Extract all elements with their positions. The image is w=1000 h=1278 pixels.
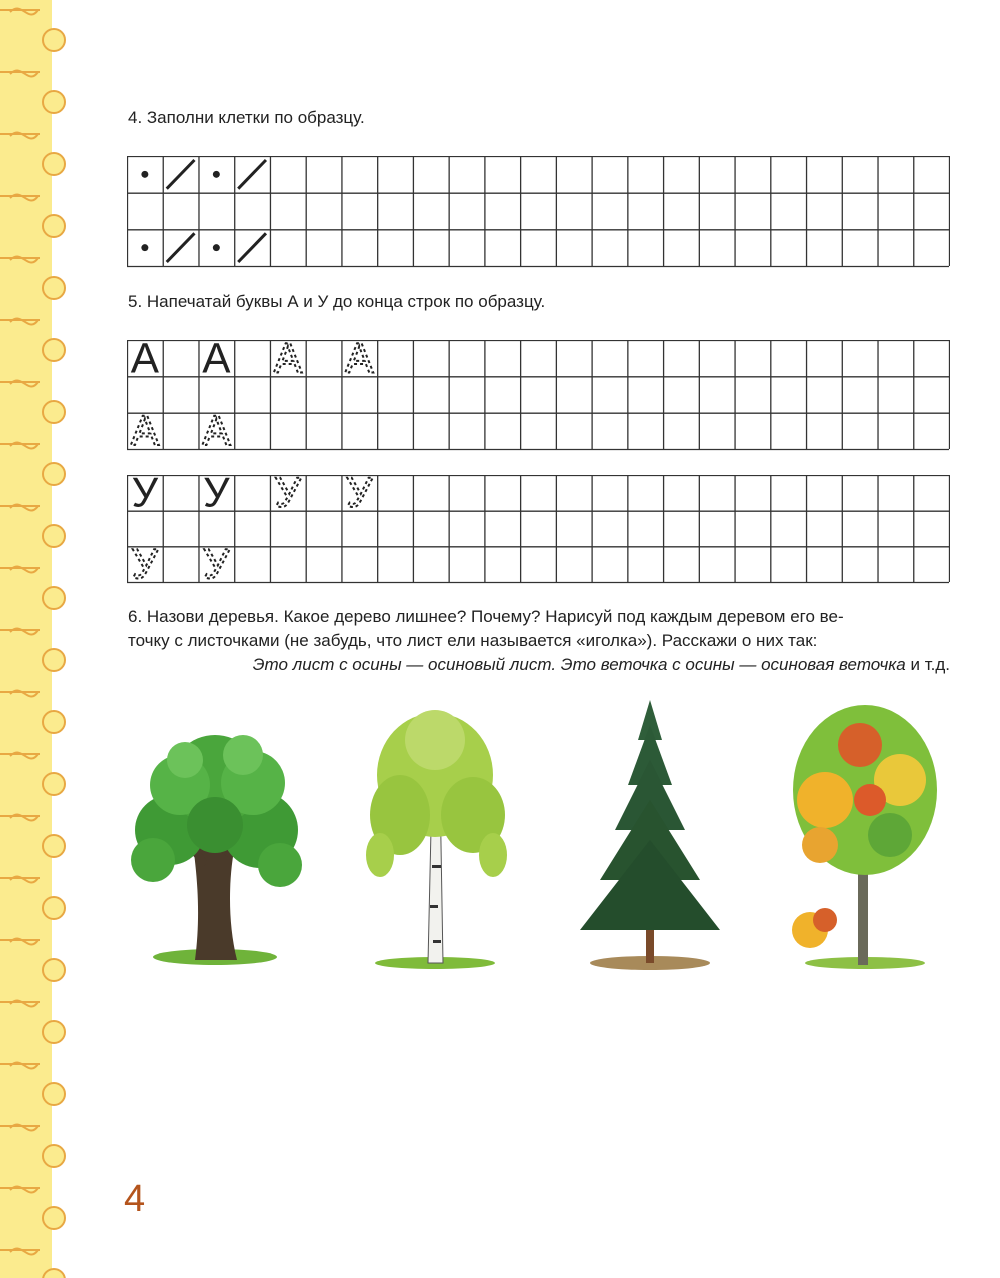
puzzle-knob [43, 91, 65, 113]
puzzle-knob [43, 897, 65, 919]
puzzle-knob [43, 463, 65, 485]
puzzle-knob [43, 1207, 65, 1229]
puzzle-knob [43, 277, 65, 299]
puzzle-knob [43, 339, 65, 361]
sample-letter: А [130, 340, 159, 382]
puzzle-knob [43, 959, 65, 981]
sample-letter: А [202, 340, 231, 382]
sample-dot [213, 244, 220, 251]
dotted-letter: У [131, 540, 159, 584]
aspen-tree [780, 705, 945, 970]
puzzle-knob [43, 711, 65, 733]
dotted-letter: А [130, 407, 159, 451]
task-4-instruction: 4. Заполни клетки по образцу. [128, 108, 365, 127]
sample-slash [167, 233, 195, 262]
puzzle-knob [43, 153, 65, 175]
task-6-line-2: точку с листочками (не забудь, что лист ели называется «иголка»). Расскажи о них так: [128, 631, 818, 650]
puzzle-knob [43, 773, 65, 795]
task-6-example [128, 653, 950, 677]
sample-dot [213, 171, 220, 178]
sample-slash [167, 160, 195, 189]
dotted-letter: У [274, 475, 302, 516]
puzzle-knob [43, 1083, 65, 1105]
sample-letter: У [131, 475, 159, 516]
sample-slash [238, 160, 266, 189]
puzzle-knob [43, 525, 65, 547]
page-number: 4 [124, 1178, 146, 1220]
sample-dot [141, 171, 148, 178]
dotted-letter: А [202, 407, 231, 451]
puzzle-knob [43, 215, 65, 237]
dotted-letter: У [203, 540, 230, 584]
dotted-letter: А [273, 340, 302, 382]
dotted-letter: У [346, 475, 373, 516]
sample-dot [141, 244, 148, 251]
task-6-line-1: 6. Назови деревья. Какое дерево лишнее? Почему? Нарисуй под каждым деревом его ве- [128, 607, 844, 626]
puzzle-knob [43, 649, 65, 671]
task-5-instruction: 5. Напечатай буквы А и У до конца строк по образцу. [128, 292, 546, 311]
letter-a-grid [127, 340, 950, 451]
task-6-instruction [128, 605, 950, 677]
task-4-grid [127, 156, 950, 268]
puzzle-knob [43, 29, 65, 51]
spruce-tree [570, 700, 730, 972]
sample-letter: У [203, 475, 230, 516]
sample-slash [238, 233, 266, 262]
puzzle-knob [43, 1021, 65, 1043]
birch-tree [355, 705, 515, 970]
puzzle-knob [43, 401, 65, 423]
dotted-letter: А [345, 340, 374, 382]
task-6-example-italic: Это лист с осины — осиновый лист. Это веточка с осины — осиновая веточка [252, 655, 906, 674]
puzzle-border-decoration [0, 0, 80, 1278]
puzzle-knob [43, 1145, 65, 1167]
puzzle-knob [43, 587, 65, 609]
oak-tree [125, 725, 305, 970]
letter-u-grid [127, 475, 950, 584]
task-6-example-tail: и т.д. [905, 655, 950, 674]
puzzle-knob [43, 835, 65, 857]
